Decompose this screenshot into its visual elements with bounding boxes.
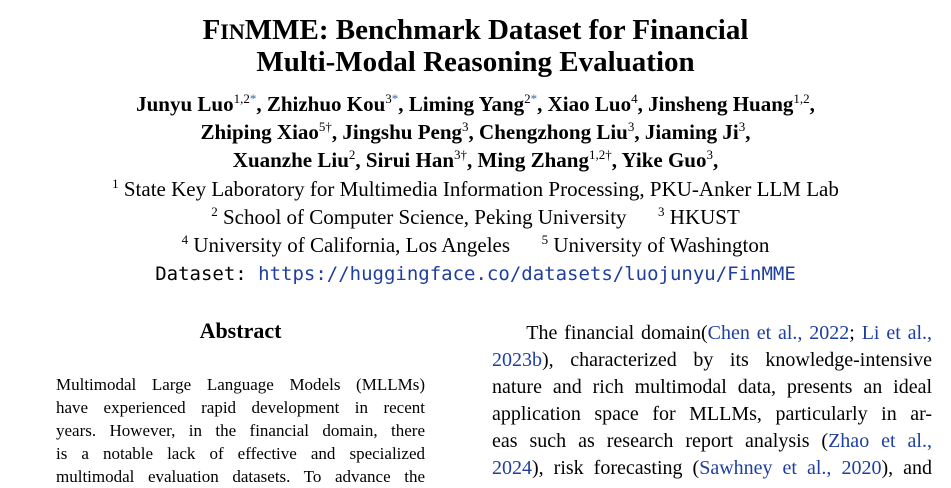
- author-name: Junyu Luo: [136, 92, 234, 116]
- author-name: Jinsheng Huang: [648, 92, 794, 116]
- intro-line: nature and rich multimodal data, presents an ideal: [492, 376, 932, 398]
- intro-line: The financial domain(Chen et al., 2022; Li et al.,: [526, 322, 933, 344]
- citation-link[interactable]: Li et al.,: [861, 322, 933, 344]
- intro-paragraph: [492, 320, 932, 482]
- intro-line: eas such as research report analysis (Zhao et al.,: [492, 430, 932, 452]
- author-name: Yike Guo: [621, 148, 707, 172]
- citation-link[interactable]: 2024: [492, 457, 532, 479]
- abstract-line: Multimodal Large Language Models (MLLMs): [56, 375, 425, 394]
- author-name: Jingshu Peng: [342, 120, 463, 144]
- dataset-label: Dataset:: [155, 263, 247, 285]
- citation-link[interactable]: 2023b: [492, 349, 542, 371]
- author-name: Zhiping Xiao: [200, 120, 319, 144]
- citation-link[interactable]: 2020: [841, 457, 882, 479]
- dataset-line: [0, 261, 951, 287]
- author-name: Xiao Luo: [547, 92, 632, 116]
- author-name: Zhizhuo Kou: [266, 92, 386, 116]
- intro-line: application space for MLLMs, particularly in ar-: [492, 403, 932, 425]
- author-name: Liming Yang: [408, 92, 525, 116]
- citation-link[interactable]: 2022: [809, 322, 850, 344]
- dataset-link[interactable]: https://huggingface.co/datasets/luojunyu/FinMME: [258, 263, 796, 285]
- author-name: Chengzhong Liu: [479, 120, 628, 144]
- abstract-line: have experienced rapid development in recent: [56, 398, 425, 417]
- title-line-2: Multi-Modal Reasoning Evaluation: [256, 46, 695, 78]
- intro-line: 2023b), characterized by its knowledge-intensive: [492, 349, 932, 371]
- author-line-1: Junyu Luo$^{1,2*}$, Zhizhuo Kou$^{3*}$, Liming Yang$^{2*}$, Xiao Luo$^4$, Jinsheng Huang$^{1,2}$,: [136, 91, 815, 116]
- affiliation-2-3: $^2$ School of Computer Science, Peking University $^3$ HKUST: [211, 204, 740, 229]
- author-name: Jiaming Ji: [644, 120, 739, 144]
- author-name: Ming Zhang: [477, 148, 589, 172]
- affiliation-1: $^1$ State Key Laboratory for Multimedia Information Processing, PKU-Anker LLM Lab: [112, 176, 839, 201]
- author-line-2: Zhiping Xiao$^{5\dagger}$, Jingshu Peng$^3$, Chengzhong Liu$^3$, Jiaming Ji$^3$,: [200, 119, 751, 144]
- citation-link[interactable]: Zhao et al.,: [828, 430, 932, 452]
- abstract-heading: Abstract: [199, 318, 282, 343]
- author-name: Sirui Han: [365, 148, 455, 172]
- abstract-line: years. However, in the financial domain, there: [56, 421, 425, 440]
- abstract-line: multimodal evaluation datasets. To advance the: [56, 467, 425, 486]
- abstract-body: [56, 373, 425, 488]
- citation-link[interactable]: Chen et al.,: [707, 322, 803, 344]
- paper-title: [0, 15, 951, 78]
- abstract-line: is a notable lack of effective and specialized: [56, 444, 425, 463]
- author-list: [0, 90, 951, 174]
- intro-line: 2024), risk forecasting (Sawhney et al., 2020), and: [492, 457, 933, 479]
- author-line-3: Xuanzhe Liu$^2$, Sirui Han$^{3\dagger}$, Ming Zhang$^{1,2\dagger}$, Yike Guo$^3$,: [232, 147, 719, 172]
- author-name: Xuanzhe Liu: [232, 148, 349, 172]
- title-line-1: FINMME: Benchmark Dataset for Financial: [202, 14, 749, 46]
- citation-link[interactable]: Sawhney et al.,: [699, 457, 832, 479]
- affiliation-4-5: $^4$ University of California, Los Angeles $^5$ University of Washington: [181, 232, 770, 257]
